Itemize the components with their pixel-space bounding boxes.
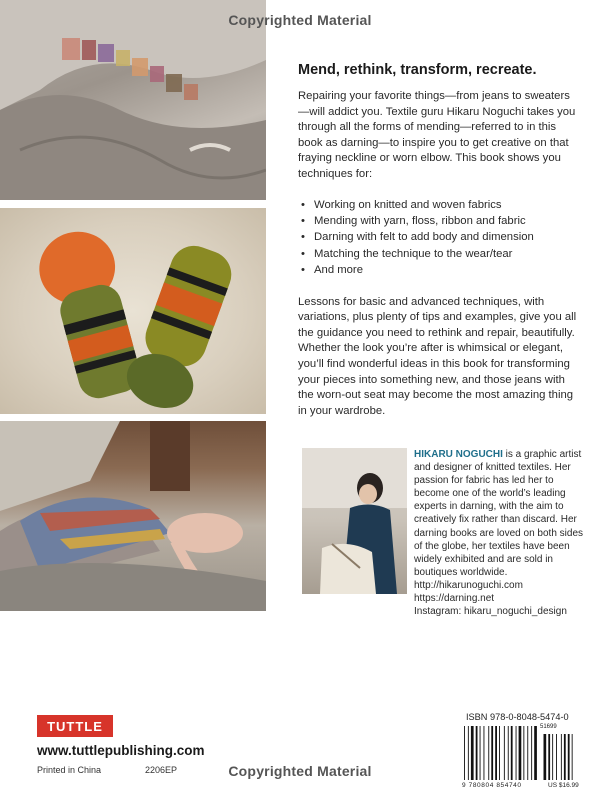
- author-photo: [302, 448, 407, 594]
- barcode-supplement: 51699: [540, 724, 557, 730]
- technique-list: [296, 197, 578, 279]
- publisher-url[interactable]: www.tuttlepublishing.com: [37, 743, 205, 758]
- list-item: • Darning with felt to add body and dimension: [296, 229, 578, 245]
- headline: Mend, rethink, transform, recreate.: [298, 62, 537, 78]
- author-bio-text: is a graphic artist and designer of knitted textiles. Her passion for fabric has led her to become one of the world’s leading experts in darning, with the aim to creatively fix rather than discard. Her darning books are loved on both sides of the globe, her textiles have been widely exhibited and are sold in boutiques worldwide.: [414, 449, 584, 578]
- author-name: HIKARU NOGUCHI: [414, 449, 503, 460]
- darning-website-link[interactable]: https://darning.net: [414, 593, 495, 605]
- author-bio: [414, 448, 584, 618]
- author-website-link[interactable]: http://hikarunoguchi.com: [414, 579, 523, 591]
- description-block: [296, 62, 578, 419]
- author-instagram: Instagram: hikaru_noguchi_design: [414, 606, 567, 618]
- copyright-watermark-top: Copyrighted Material: [228, 12, 372, 28]
- closing-paragraph: Lessons for basic and advanced techniques, with variations, plus plenty of tips and examples, give you all the guidance you need to rethink and repair, beautifully. Whether the look you’re after is whimsical or elegant, you’ll find wonderful ideas in this book for transforming your pieces into something new, and those jeans with the worn-out seat may become the most amazing thing in your wardrobe.: [298, 295, 577, 417]
- product-code: 2206EP: [145, 765, 178, 775]
- isbn-label: ISBN 978-0-8048-5474-0: [466, 712, 569, 722]
- price: US $16.99: [548, 782, 579, 789]
- mended-sweater-photo: [0, 0, 266, 200]
- printed-in-note: Printed in China: [37, 765, 102, 775]
- list-item: • And more: [296, 262, 578, 278]
- list-item: • Mending with yarn, floss, ribbon and fabric: [296, 213, 578, 229]
- barcode-digits: 9 780804 854740: [462, 782, 522, 789]
- copyright-watermark-bottom: Copyrighted Material: [228, 763, 372, 779]
- tuttle-logo: TUTTLE: [37, 715, 113, 737]
- list-item: • Working on knitted and woven fabrics: [296, 197, 578, 213]
- intro-paragraph: Repairing your favorite things—from jeans to sweaters—will addict you. Textile guru Hikaru Noguchi takes you through all the forms of mending—referred to in this book as darning—to inspire you to get creative on that fraying neckline or worn elbow. This book shows you techniques for:: [298, 90, 576, 180]
- list-item: • Matching the technique to the wear/tear: [296, 246, 578, 262]
- darned-socks-photo: [0, 208, 266, 414]
- fingerless-gloves-photo: [0, 421, 266, 611]
